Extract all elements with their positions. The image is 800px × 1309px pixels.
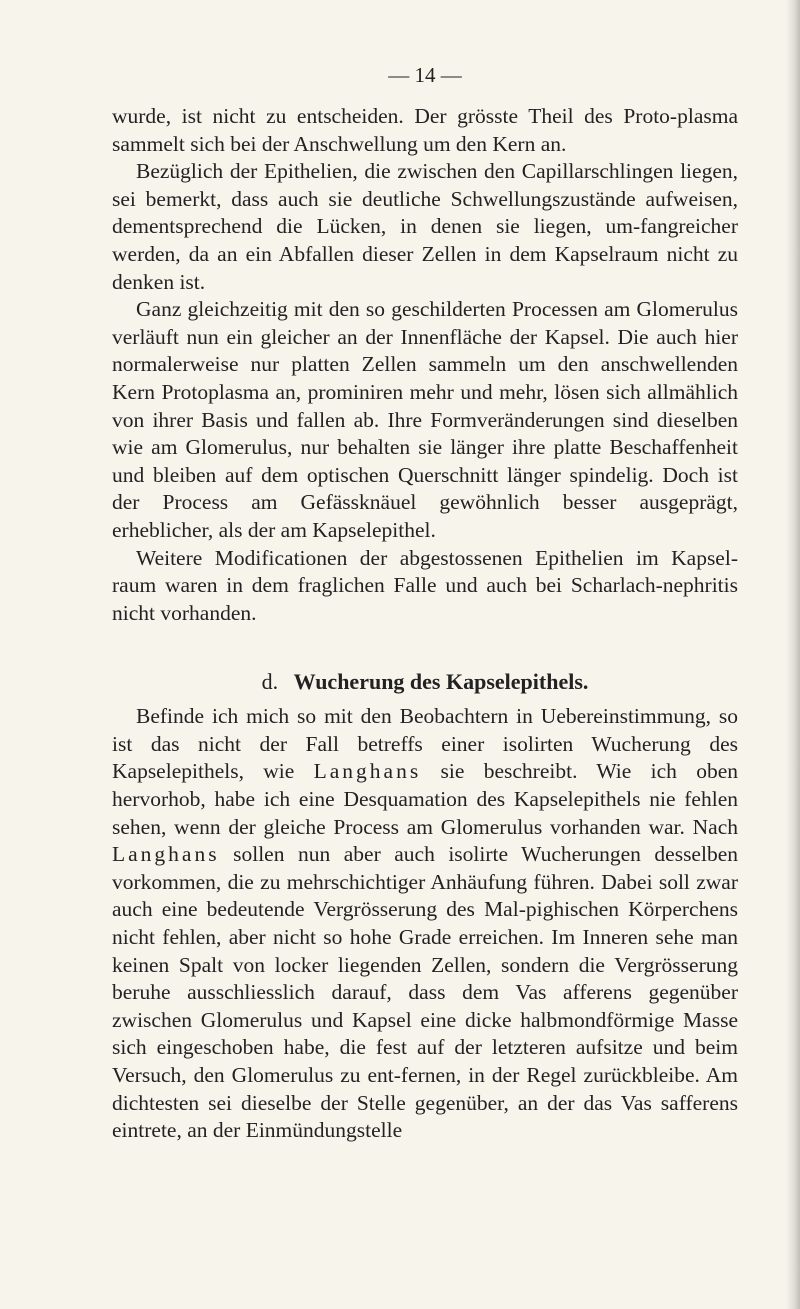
paragraph-3: Ganz gleichzeitig mit den so geschilderten Processen am Glomerulus verläuft nun ein gleicher an der Innenfläche der Kapsel. Die auch hier normalerweise nur platten Zellen sammeln um den anschwellenden Kern Protoplasma an, prominiren mehr und mehr, lösen sich allmählich von ihrer Basis und fallen ab. Ihre Formveränderungen sind dieselben wie am Glomerulus, nur behalten sie länger ihre platte Beschaffenheit und bleiben auf dem optischen Querschnitt länger spindelig. Doch ist der Process am Gefässknäuel gewöhnlich besser ausgeprägt, erheblicher, als der am Kapselepithel.	[112, 297, 738, 542]
paragraph-4: Weitere Modificationen der abgestossenen Epithelien im Kapsel-raum waren in dem fraglichen Falle und auch bei Scharlach-nephritis nicht vorhanden.	[112, 545, 738, 625]
author-name-langhans: Langhans	[313, 759, 422, 784]
section-heading	[112, 667, 738, 697]
section-letter: d.	[261, 669, 279, 695]
paragraph-5	[112, 703, 738, 1145]
page-edge-shadow	[786, 0, 800, 1309]
paragraph-1: wurde, ist nicht zu entscheiden. Der grösste Theil des Proto-plasma sammelt sich bei der Anschwellung um den Kern an.	[112, 104, 738, 156]
author-name-langhans-2: Langhans	[112, 842, 220, 867]
paragraph-5-text-a: Befinde ich mich so mit den Beobachtern in Uebereinstimmung, so ist das nicht der Fall betreffs einer isolirten Wucherung des Kapselepithels, wie	[112, 704, 738, 784]
page-number: — 14 —	[388, 63, 462, 87]
paragraph-5-text-c: sollen nun aber auch isolirte Wucherungen desselben vorkommen, die zu mehrschichtiger Anhäufung führen. Dabei soll zwar auch eine bedeutende Vergrösserung des Mal-pighischen Körperchens nicht fehlen, aber nicht so hohe Grade erreichen. Im Inneren sehe man keinen Spalt von locker liegenden Zellen, sondern die Vergrösserung beruhe ausschliesslich darauf, dass dem Vas afferens gegenüber zwischen Glomerulus und Kapsel eine dicke halbmondförmige Masse sich eingeschoben habe, die fest auf der letzteren aufsitze und beim Versuch, den Glomerulus zu ent-fernen, in der Regel zurückbleibe. Am dichtesten sei dieselbe der Stelle gegenüber, an der das Vas safferens eintrete, an der Einmündungstelle	[112, 842, 738, 1143]
book-page	[112, 60, 738, 1145]
paragraph-5-text-b: sie beschreibt. Wie ich oben hervorhob, habe ich eine Desquamation des Kapselepithels nie fehlen sehen, wenn der gleiche Process am Glomerulus vorhanden war. Nach	[112, 759, 738, 839]
section-title: Wucherung des Kapselepithels.	[293, 669, 589, 695]
paragraph-2: Bezüglich der Epithelien, die zwischen den Capillarschlingen liegen, sei bemerkt, dass auch sie deutliche Schwellungszustände aufweisen, dementsprechend die Lücken, in denen sie liegen, um-fangreicher werden, da an ein Abfallen dieser Zellen in dem Kapselraum nicht zu denken ist.	[112, 159, 738, 294]
